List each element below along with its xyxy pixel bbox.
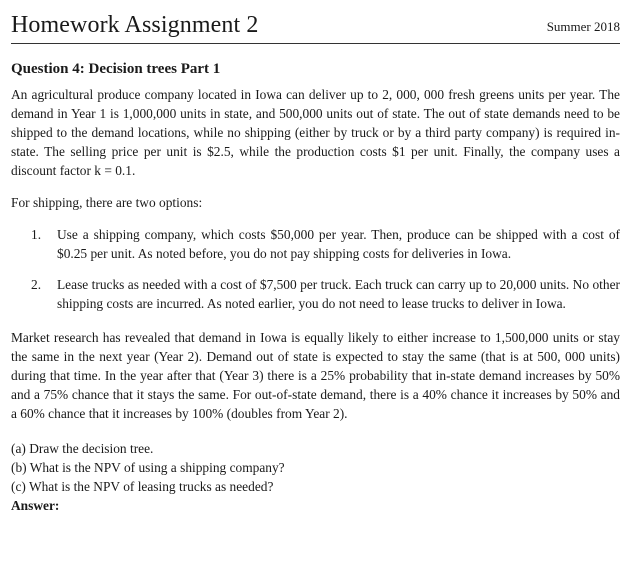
sub-question-c: (c) What is the NPV of leasing trucks as needed?	[11, 479, 274, 494]
list-item-text: Use a shipping company, which costs $50,000 per year. Then, produce can be shipped with a cost of $0.25 per unit. As noted before, you do not pay shipping costs for deliveries in Iowa.	[57, 227, 620, 261]
list-item	[31, 275, 620, 313]
sub-question-a: (a) Draw the decision tree.	[11, 441, 154, 456]
market-paragraph: Market research has revealed that demand in Iowa is equally likely to either increase to 1,500,000 units or stay the same in the next year (Year 2). Demand out of state is expected to stay the same (that is at 500, 000 units) during that time. In the year after that (Year 3) there is a 25% probability that in-state demand increases by 50% and a 75% chance that it stays the same. For out-of-state demand, there is a 40% chance it increases by 50% and a 60% chance that it increases by 100% (doubles from Year 2).	[11, 330, 620, 421]
list-item	[31, 225, 620, 263]
list-item-number: 2.	[31, 277, 42, 292]
intro-paragraph: An agricultural produce company located in Iowa can deliver up to 2, 000, 000 fresh greens units per year. The demand in Year 1 is 1,000,000 units in state, and 500,000 units out of state. The out of state demands need to be shipped to the demand locations, while no shipping (either by truck or by a third party company) is required in-state. The selling price per unit is $2.5, while the production costs $1 per unit. Finally, the company uses a discount factor k = 0.1.	[11, 87, 620, 178]
shipping-intro: For shipping, there are two options:	[11, 195, 203, 210]
term-label: Summer 2018	[546, 19, 620, 34]
assignment-title: Homework Assignment 2	[11, 12, 259, 38]
list-item-number: 1.	[31, 227, 42, 242]
header-rule	[11, 43, 620, 44]
sub-question-b: (b) What is the NPV of using a shipping company?	[11, 460, 285, 475]
question-title: Question 4: Decision trees Part 1	[11, 61, 221, 77]
sub-questions	[11, 439, 620, 515]
list-item-text: Lease trucks as needed with a cost of $7,500 per truck. Each truck can carry up to 20,000 units. No other shipping costs are incurred. As noted earlier, you do not need to lease trucks to deliver in Iowa.	[57, 277, 620, 311]
page-header	[11, 0, 620, 39]
answer-label: Answer:	[11, 498, 60, 513]
shipping-options-list	[11, 225, 620, 313]
